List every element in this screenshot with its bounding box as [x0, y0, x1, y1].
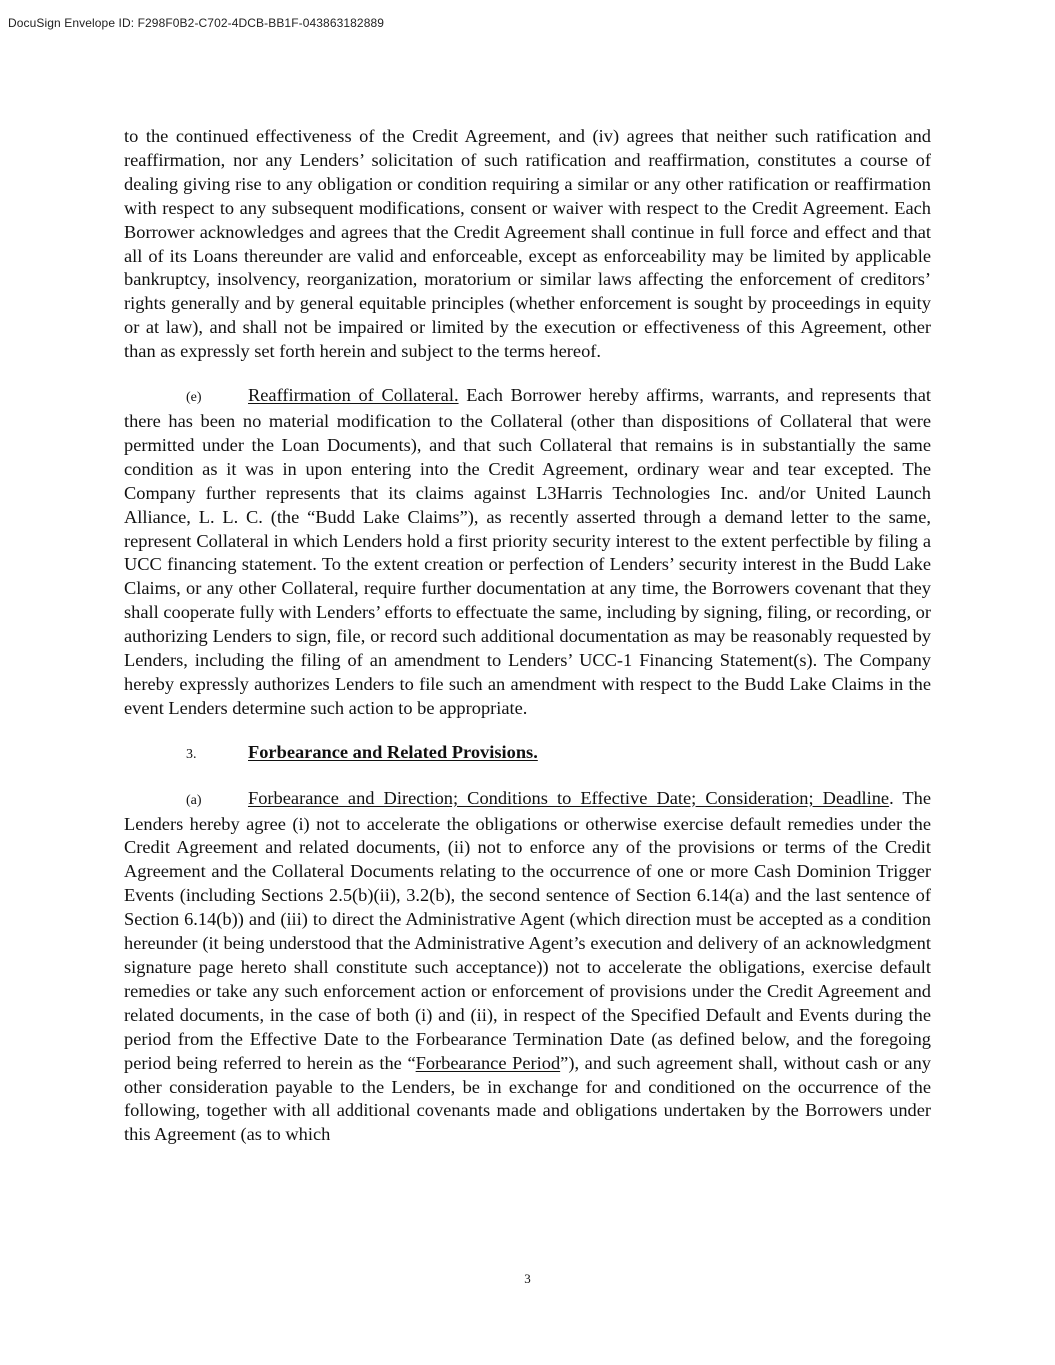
section-e-paragraph	[124, 384, 931, 721]
section-3-title: Forbearance and Related Provisions.	[248, 741, 538, 762]
section-3-label: 3.	[186, 746, 197, 762]
forbearance-period-term: Forbearance Period	[415, 1052, 561, 1073]
section-a-paragraph	[124, 787, 931, 1148]
section-a-heading: Forbearance and Direction; Conditions to Effective Date; Consideration; Deadline	[248, 787, 890, 808]
section-3-heading	[124, 741, 931, 767]
section-a-body-1: . The Lenders hereby agree (i) not to accelerate the obligations or otherwise exercise default remedies under the Credit Agreement and related documents, (ii) not to enforce any of the provisions or terms of the Credit Agreement and the Collateral Documents relating to the occurrence of one or more Cash Dominion Trigger Events (including Sections 2.5(b)(ii), 3.2(b), the second sentence of Section 6.14(a) and the last sentence of Section 6.14(b)) and (iii) to direct the Administrative Agent (which direction must be accepted as a condition hereunder (it being understood that the Administrative Agent’s execution and delivery of an acknowledgment signature page hereto shall constitute such acceptance)) not to accelerate the obligations, exercise default remedies or take any such enforcement action or enforcement of provisions under the Credit Agreement and related documents, in the case of both (i) and (ii), in respect of the Specified Default and Events during the period from the Effective Date to the Forbearance Termination Date (as defined below, and the foregoing period being referred to herein as the “	[124, 787, 931, 1073]
section-e-heading: Reaffirmation of Collateral.	[248, 385, 459, 406]
section-a-body-2: ”), and such agreement shall, without cash or any other consideration payable to the Lenders, be in exchange for and conditioned on the occurrence of the following, together with all additional covenants made and obligations undertaken by the Borrowers under this Agreement (as to which	[124, 1052, 931, 1145]
section-a-label: (a)	[186, 792, 202, 808]
page-number: 3	[524, 1271, 531, 1286]
section-e-body: Each Borrower hereby affirms, warrants, and represents that there has been no material modification to the Collateral (other than dispositions of Collateral that were permitted under the Loan Documents), and that such Collateral that remains is in substantially the same condition as it was in upon entering into the Credit Agreement, ordinary wear and tear excepted. The Company further represents that its claims against L3Harris Technologies Inc. and/or United Launch Alliance, L. L. C. (the “Budd Lake Claims”), as recently asserted through a demand letter to the same, represent Collateral in which Lenders hold a first priority security interest to the extent perfectible by filing a UCC financing statement. To the extent creation or perfection of Lenders’ security interest in the Budd Lake Claims, or any other Collateral, require further documentation at any time, the Borrowers covenant that they shall cooperate fully with Lenders’ efforts to effectuate the same, including by signing, filing, or recording, or authorizing Lenders to sign, file, or record such additional documentation as may be reasonably requested by Lenders, including the filing of an amendment to Lenders’ UCC-1 Financing Statement(s). The Company hereby expressly authorizes Lenders to file such an amendment with respect to the Budd Lake Claims in the event Lenders determine such action to be appropriate.	[124, 385, 931, 718]
paragraph-continued: to the continued effectiveness of the Credit Agreement, and (iv) agrees that neither such ratification and reaffirmation, nor any Lenders’ solicitation of such ratification and reaffirmation, constitutes a course of dealing giving rise to any obligation or condition requiring a similar or any other ratification or reaffirmation with respect to any subsequent modifications, consent or waiver with respect to the Credit Agreement. Each Borrower acknowledges and agrees that the Credit Agreement shall continue in full force and effect and that all of its Loans thereunder are valid and enforceable, except as enforceability may be limited by applicable bankruptcy, insolvency, reorganization, moratorium or similar laws affecting the enforcement of creditors’ rights generally and by general equitable principles (whether enforcement is sought by proceedings in equity or at law), and shall not be impaired or limited by the execution or effectiveness of this Agreement, other than as expressly set forth herein and subject to the terms hereof.	[124, 126, 931, 362]
document-body	[124, 125, 931, 1147]
section-e-label: (e)	[186, 390, 202, 406]
docusign-envelope-id: DocuSign Envelope ID: F298F0B2-C702-4DCB-BB1F-043863182889	[8, 16, 385, 30]
